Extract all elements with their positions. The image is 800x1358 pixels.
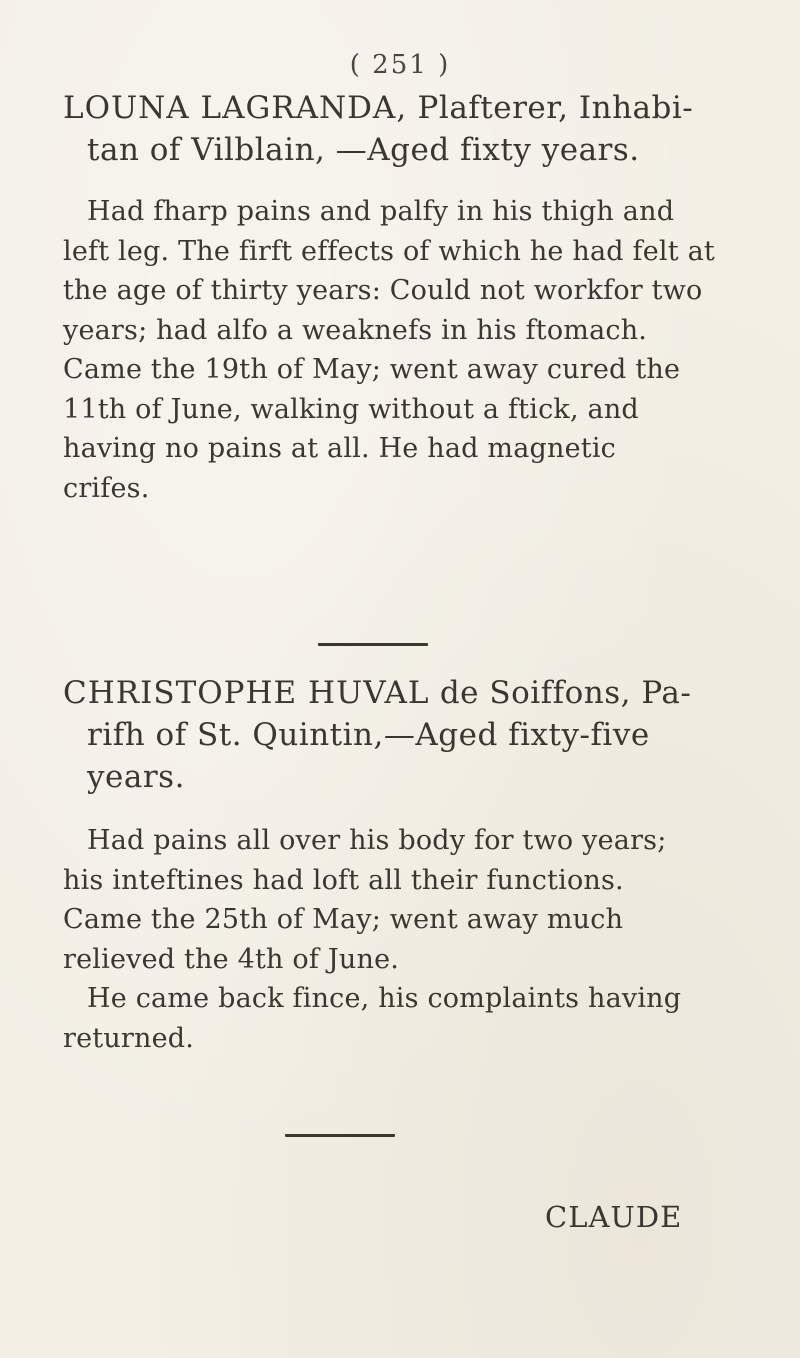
body-line: Had pains all over his body for two years; [87,825,667,856]
entry-2-patient-name: CHRISTOPHE HUVAL [63,675,430,711]
case-entry-1 [63,87,743,508]
body-line: his inteftines had loft all their functions. [63,864,624,896]
body-line: Came the 25th of May; went away much [63,904,624,935]
body-line: 11th of June, walking without a ftick, and [63,393,639,425]
entry-2-body [63,821,743,1058]
body-line: years; had alfo a weaknefs in his ftomach. [63,314,648,346]
body-line: the age of thirty years: Could not workfor two [63,275,703,306]
body-line: Had fharp pains and palfy in his thigh and [87,196,675,227]
section-divider-1 [318,643,428,646]
catchword: CLAUDE [545,1200,683,1234]
body-line: returned. [63,1022,195,1054]
body-line: relieved the 4th of June. [63,943,400,975]
entry-2-heading [63,672,743,798]
entry-1-heading-line-2: tan of Vilblain, —Aged fixty years. [87,132,640,168]
entry-1-patient-name: LOUNA LAGRANDA, [63,90,408,126]
entry-2-origin: de Soiffons, Pa- [429,675,692,711]
body-line: left leg. The firft effects of which he had felt at [63,235,715,267]
case-entry-2 [63,672,743,1058]
entry-1-occupation: Plafterer, Inhabi- [407,90,694,126]
entry-2-heading-line-2: rifh of St. Quintin,—Aged fixty-five years. [87,717,650,795]
body-line: Came the 19th of May; went away cured the [63,354,681,385]
page-number: ( 251 ) [349,50,451,80]
body-line: He came back fince, his complaints having [87,983,682,1014]
entry-1-heading [63,87,743,171]
body-line: crifes. [63,472,150,504]
section-divider-2 [285,1134,395,1137]
entry-1-body [63,192,743,508]
body-line: having no pains at all. He had magnetic [63,433,616,464]
